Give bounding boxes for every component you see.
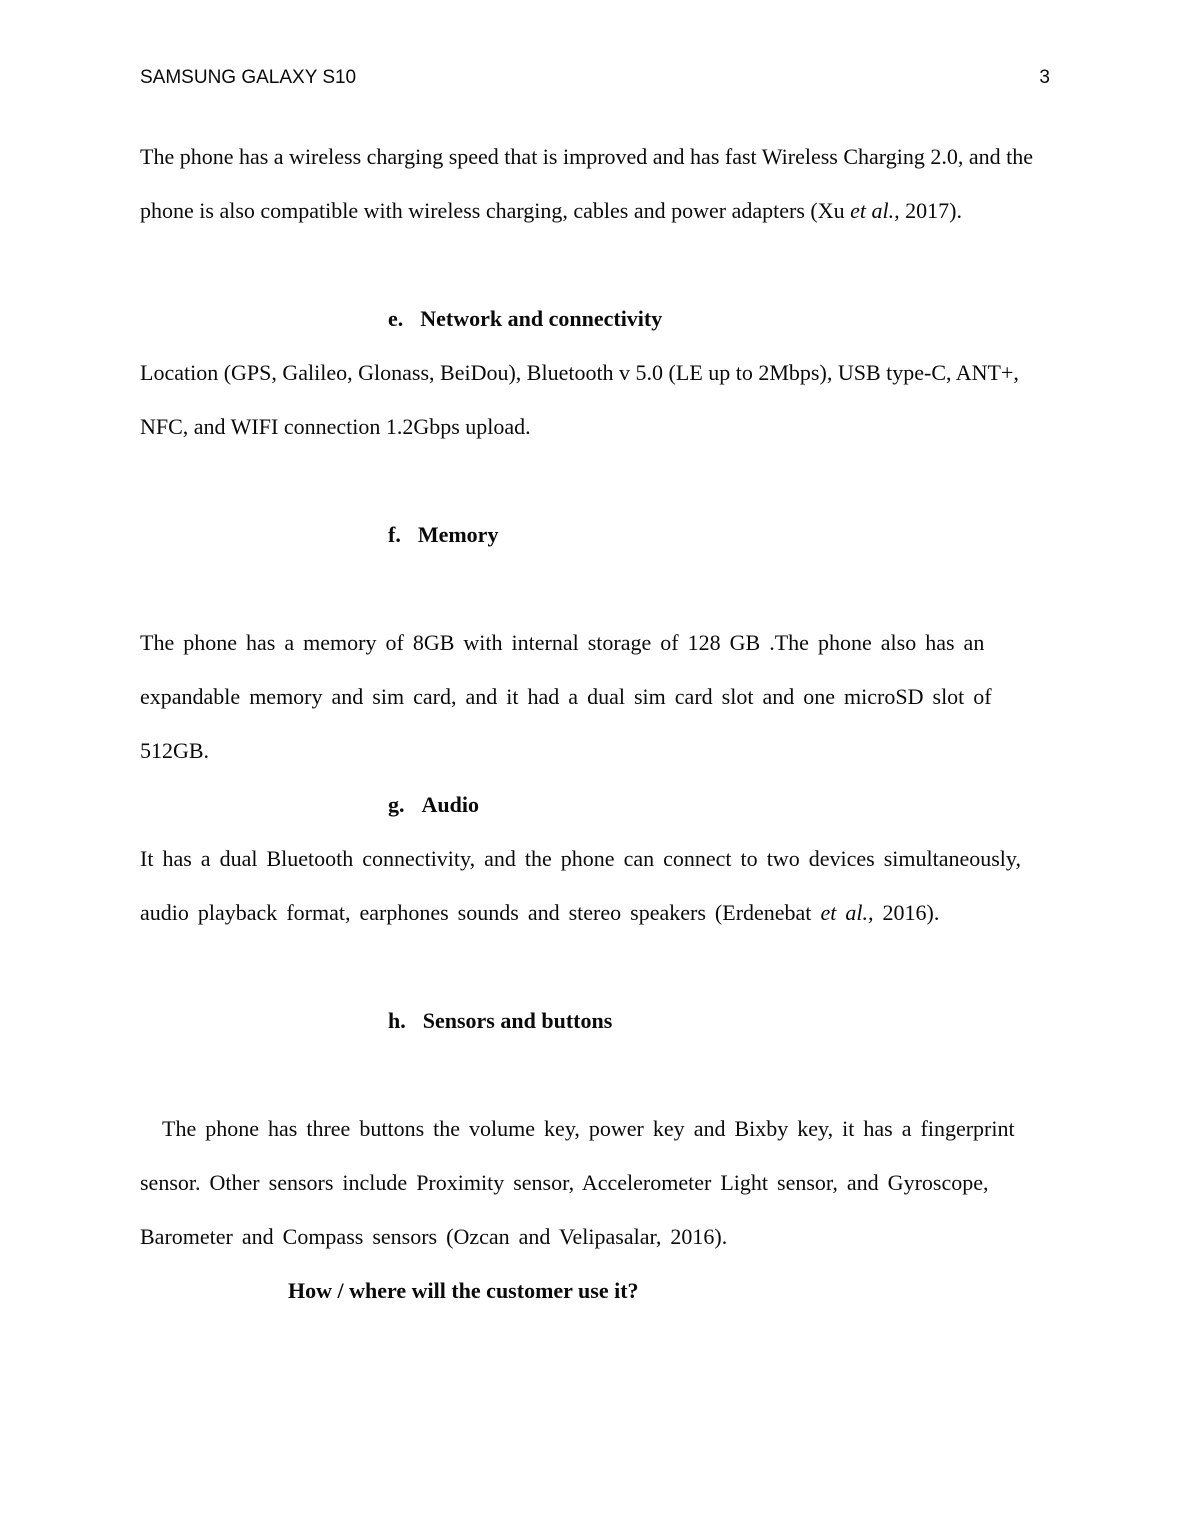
- section-heading: [388, 778, 1050, 832]
- body-paragraph: [140, 616, 1050, 778]
- heading-title: How / where will the customer use it?: [288, 1278, 639, 1303]
- text-run: Location (GPS, Galileo, Glonass, BeiDou), Bluetooth v 5.0 (LE up to 2Mbps), USB type-C, ANT+, NFC, and WIFI connection 1.2Gbps upload.: [140, 360, 1019, 439]
- section-heading: [388, 292, 1050, 346]
- text-run: The phone has three buttons the volume key, power key and Bixby key, it has a fingerprint sensor. Other sensors include Proximity sensor, Accelerometer Light sensor, and Gyroscope, Barometer and Compass sensors (Ozcan and Velipasalar, 2016).: [140, 1116, 1015, 1249]
- heading-title: Audio: [421, 792, 479, 817]
- text-run: 2016).: [873, 900, 940, 925]
- heading-label: f.: [388, 522, 401, 547]
- blank-line: [140, 238, 1050, 292]
- blank-line: [140, 562, 1050, 616]
- heading-label: h.: [388, 1008, 406, 1033]
- text-run: The phone has a wireless charging speed that is improved and has fast Wireless Charging 2.0, and the phone is also compatible with wireless charging, cables and power adapters (Xu: [140, 144, 1033, 223]
- section-heading: [388, 508, 1050, 562]
- body-paragraph: [140, 130, 1050, 238]
- blank-line: [140, 940, 1050, 994]
- blank-line: [140, 454, 1050, 508]
- heading-title: Sensors and buttons: [422, 1008, 613, 1033]
- page-body: [140, 130, 1050, 1318]
- heading-label: e.: [388, 306, 404, 331]
- section-heading: [388, 994, 1050, 1048]
- heading-title: Network and connectivity: [420, 306, 663, 331]
- text-run: The phone has a memory of 8GB with internal storage of 128 GB .The phone also has an expandable memory and sim card, and it had a dual sim card slot and one microSD slot of 512GB.: [140, 630, 992, 763]
- running-head: SAMSUNG GALAXY S10: [140, 67, 357, 88]
- text-run: 2017).: [899, 198, 962, 223]
- heading-label: g.: [388, 792, 405, 817]
- page-header: [140, 66, 1050, 90]
- body-paragraph: [140, 832, 1050, 940]
- body-paragraph: [140, 1102, 1050, 1264]
- text-run: It has a dual Bluetooth connectivity, and the phone can connect to two devices simultaneously, audio playback format, earphones sounds and stereo speakers (Erdenebat: [140, 846, 1021, 925]
- citation-italic-run: et al.,: [850, 198, 900, 223]
- blank-line: [140, 1048, 1050, 1102]
- page-number: 3: [1039, 67, 1050, 88]
- citation-italic-run: et al.,: [820, 900, 874, 925]
- body-paragraph: [140, 346, 1050, 454]
- section-heading: [288, 1264, 1050, 1318]
- heading-title: Memory: [417, 522, 499, 547]
